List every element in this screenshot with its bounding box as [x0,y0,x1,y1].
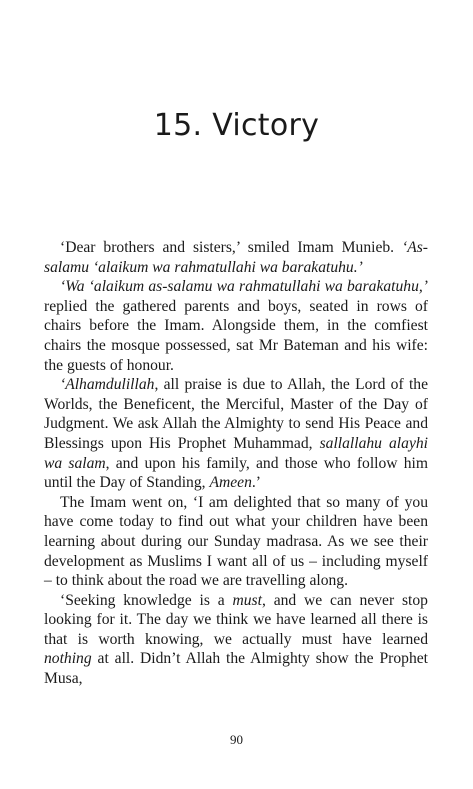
paragraph-4 [44,493,428,591]
paragraph-3-run-2: , all praise is due to Allah, the Lord of the Worlds, the Beneficent, the Merciful, Master of the Day of Judgment. We ask Allah the Almighty to send His Peace and Blessings upon His Prophet Muhammad, [44,376,428,452]
paragraph-3-run-4: , and upon his family, and those who follow him until the Day of Standing, [44,454,429,492]
paragraph-3-run-1: ‘Alhamdulillah [60,376,155,394]
paragraph-5-run-4: nothing [44,650,92,668]
paragraph-5-run-1: ‘Seeking knowledge is a [60,591,233,609]
body-text [44,238,428,689]
paragraph-1-run-2: ‘As-salamu ‘alaikum wa rahmatullahi wa barakatuhu.’ [44,239,428,276]
paragraph-1-run-1: ‘Dear brothers and sisters,’ smiled Imam Munieb. [60,239,403,256]
paragraph-5 [44,591,428,689]
paragraph-2-run-1: ‘Wa ‘alaikum as-salamu wa rahmatullahi wa barakatuhu,’ [60,278,428,296]
paragraph-5-run-2: must [232,591,262,609]
paragraph-3-run-6: .’ [251,474,261,492]
paragraph-5-run-5: at all. Didn’t Allah the Almighty show the Prophet Musa, [44,650,428,688]
paragraph-3 [44,375,428,493]
paragraph-1 [44,238,428,277]
paragraph-3-run-5: Ameen [209,474,252,492]
paragraph-4-run-1: The Imam went on, ‘I am delighted that so many of you have come today to find out what your children have been learning about during our Sunday madrasa. As we see their development as Muslims I want all of us – including myself – to think about the road we are travelling along. [44,493,428,590]
chapter-title: 15. Victory [153,108,320,143]
paragraph-2 [44,277,428,375]
paragraph-2-run-2: replied the gathered parents and boys, seated in rows of chairs before the Imam. Alongside them, in the comfiest chairs the mosque possessed, sat Mr Bateman and his wife: the guests of honour. [44,297,428,374]
page-number: 90 [230,732,243,747]
paragraph-3-run-3: sallallahu alayhi wa salam [44,434,428,472]
paragraph-5-run-3: , and we can never stop looking for it. The day we think we have learned all there is that is worth knowing, we actually must have learned [44,591,428,648]
